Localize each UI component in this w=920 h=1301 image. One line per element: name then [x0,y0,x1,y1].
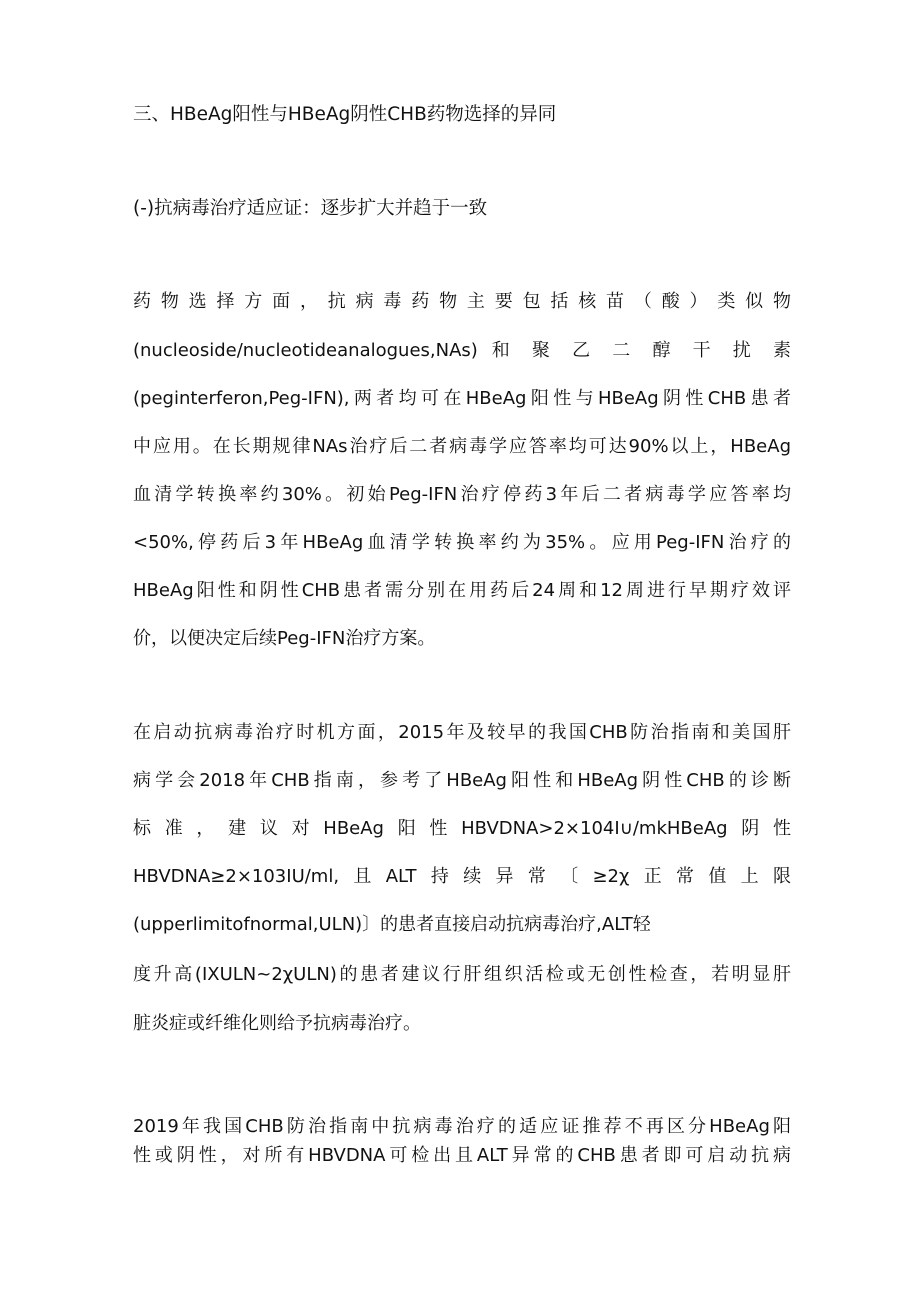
paragraph-line: 药物选择方面，抗病毒药物主要包括核苗（酸）类似物 [133,291,791,312]
paragraph-line: (nucleoside/nucleotideanalogues,NAs) 和 聚 乙 二 醇 干 扰 素 [133,340,791,361]
paragraph-line: 中应用。在长期规律NAs治疗后二者病毒学应答率均可达90%以上，HBeAg [133,436,791,457]
paragraph-line: 度升高(IXULN~2χULN)的患者建议行肝组织活检或无创性检查，若明显肝 [133,964,791,985]
paragraph-line: <50%,停药后3年HBeAg血清学转换率约为35%。应用Peg-IFN治疗的 [133,532,791,553]
paragraph-line: (upperlimitofnormal,ULN)〕的患者直接启动抗病毒治疗,ALT轻 [133,914,651,935]
paragraph-line: 价，以便决定后续Peg-IFN治疗方案。 [133,628,436,649]
paragraph-line: 血清学转换率约30%。初始Peg-IFN治疗停药3年后二者病毒学应答率均 [133,484,791,505]
paragraph-line: HBeAg阳性和阴性CHB患者需分别在用药后24周和12周进行早期疗效评 [133,580,791,601]
paragraph-line: (peginterferon,Peg-IFN),两者均可在HBeAg阳性与HBeAg阴性CHB患者 [133,388,791,409]
paragraph-line: 脏炎症或纤维化则给予抗病毒治疗。 [133,1013,421,1034]
paragraph-line: HBVDNA≥2×103IU∕ml,且ALT持续异常〔≥2χ正常值上限 [133,866,791,887]
paragraph-line: 在启动抗病毒治疗时机方面，2015年及较早的我国CHB防治指南和美国肝 [133,722,791,743]
paragraph-line: 性或阴性，对所有HBVDNA可检出且ALT异常的CHB患者即可启动抗病 [133,1145,791,1166]
paragraph-line: 2019年我国CHB防治指南中抗病毒治疗的适应证推荐不再区分HBeAg阳 [133,1116,791,1137]
paragraph-line: 病学会2018年CHB指南，参考了HBeAg阳性和HBeAg阴性CHB的诊断 [133,770,791,791]
subsection-title: (-)抗病毒治疗适应证：逐步扩大并趋于一致 [133,198,488,219]
paragraph-line: 标准，建议对HBeAg阳性HBVDNA>2×104I∪∕mkHBeAg阴性 [133,818,791,839]
section-title: 三、HBeAg阳性与HBeAg阴性CHB药物选择的异同 [133,104,557,125]
